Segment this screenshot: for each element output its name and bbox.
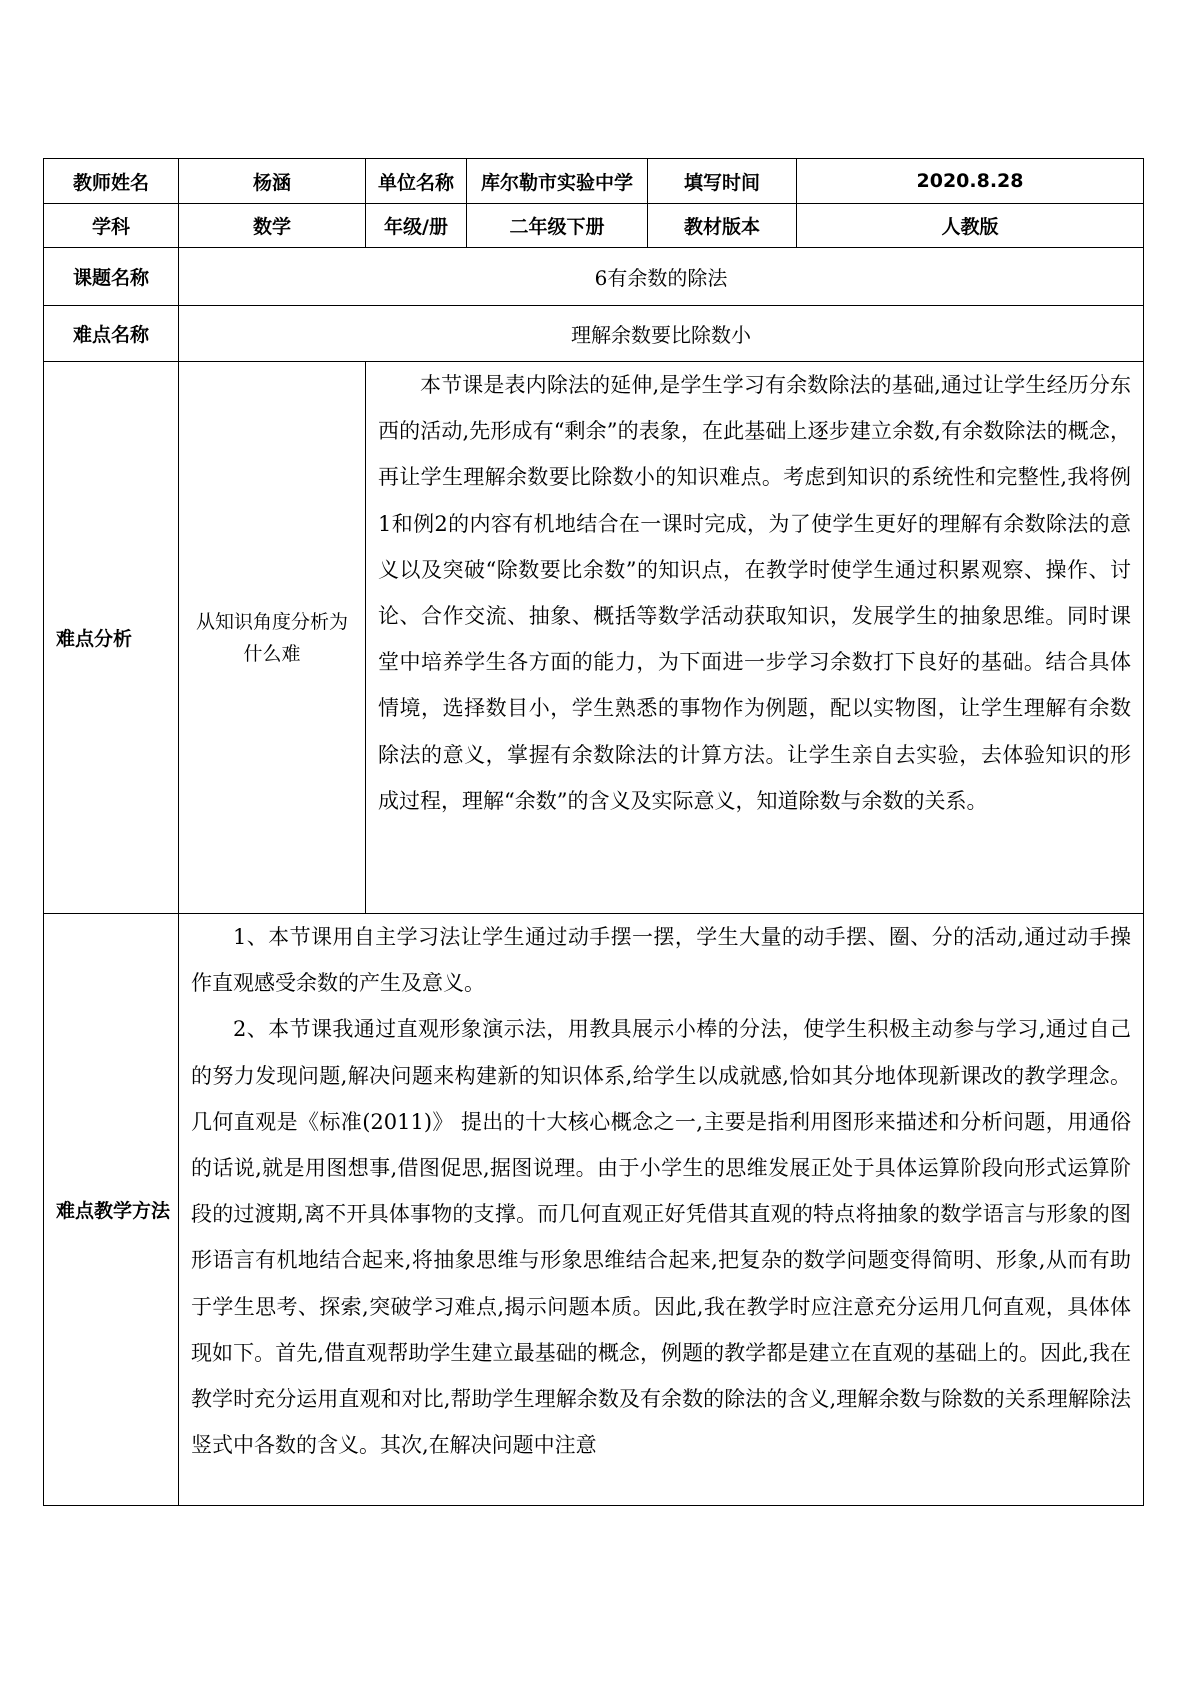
teacher-name-value: 杨涵 bbox=[179, 159, 366, 204]
edition-value: 人教版 bbox=[797, 204, 1144, 248]
row-subject-info bbox=[44, 204, 1144, 248]
unit-name-value: 库尔勒市实验中学 bbox=[467, 159, 648, 204]
row-teacher-info bbox=[44, 159, 1144, 204]
grade-label: 年级/册 bbox=[366, 204, 467, 248]
fill-date-value: 2020.8.28 bbox=[797, 159, 1144, 204]
analysis-text: 本节课是表内除法的延伸,是学生学习有余数除法的基础,通过让学生经历分东西的活动,先形成有“剩余”的表象，在此基础上逐步建立余数,有余数除法的概念，再让学生理解余数要比除数小的知识难点。考虑到知识的系统性和完整性,我将例1和例2的内容有机地结合在一课时完成，为了使学生更好的理解有余数除法的意义以及突破“除数要比余数”的知识点，在教学时使学生通过积累观察、操作、讨论、合作交流、抽象、概括等数学活动获取知识，发展学生的抽象思维。同时课堂中培养学生各方面的能力，为下面进一步学习余数打下良好的基础。结合具体情境，选择数目小，学生熟悉的事物作为例题，配以实物图，让学生理解有余数除法的意义，掌握有余数除法的计算方法。让学生亲自去实验，去体验知识的形成过程，理解“余数”的含义及实际意义，知道除数与余数的关系。 bbox=[378, 373, 1131, 813]
teacher-name-label: 教师姓名 bbox=[44, 159, 179, 204]
edition-label: 教材版本 bbox=[648, 204, 797, 248]
method-label: 难点教学方法 bbox=[44, 914, 179, 1506]
lesson-form-table bbox=[43, 158, 1144, 1506]
row-difficulty bbox=[44, 306, 1144, 362]
method-content-cell bbox=[179, 914, 1144, 1506]
method-paragraph-1: 1、本节课用自主学习法让学生通过动手摆一摆，学生大量的动手摆、圈、分的活动,通过动手操作直观感受余数的产生及意义。 bbox=[191, 925, 1131, 996]
topic-label: 课题名称 bbox=[44, 248, 179, 306]
difficulty-label: 难点名称 bbox=[44, 306, 179, 362]
fill-date-label: 填写时间 bbox=[648, 159, 797, 204]
difficulty-value: 理解余数要比除数小 bbox=[179, 306, 1144, 362]
analysis-sub-label: 从知识角度分析为什么难 bbox=[179, 362, 366, 914]
analysis-label: 难点分析 bbox=[44, 362, 179, 914]
method-paragraph-2: 2、本节课我通过直观形象演示法，用教具展示小棒的分法，使学生积极主动参与学习,通过自己的努力发现问题,解决问题来构建新的知识体系,给学生以成就感,恰如其分地体现新课改的教学理念。几何直观是《标准(2011)》 提出的十大核心概念之一,主要是指利用图形来描述和分析问题，用通俗的话说,就是用图想事,借图促思,据图说理。由于小学生的思维发展正处于具体运算阶段向形式运算阶段的过渡期,离不开具体事物的支撑。而几何直观正好凭借其直观的特点将抽象的数学语言与形象的图形语言有机地结合起来,将抽象思维与形象思维结合起来,把复杂的数学问题变得简明、形象,从而有助于学生思考、探索,突破学习难点,揭示问题本质。因此,我在教学时应注意充分运用几何直观，具体体现如下。首先,借直观帮助学生建立最基础的概念，例题的教学都是建立在直观的基础上的。因此,我在教学时充分运用直观和对比,帮助学生理解余数及有余数的除法的含义,理解余数与除数的关系理解除法竖式中各数的含义。其次,在解决问题中注意 bbox=[191, 1017, 1131, 1458]
topic-value: 6有余数的除法 bbox=[179, 248, 1144, 306]
grade-value: 二年级下册 bbox=[467, 204, 648, 248]
row-method bbox=[44, 914, 1144, 1506]
subject-value: 数学 bbox=[179, 204, 366, 248]
unit-name-label: 单位名称 bbox=[366, 159, 467, 204]
analysis-content-cell bbox=[366, 362, 1144, 914]
subject-label: 学科 bbox=[44, 204, 179, 248]
row-analysis bbox=[44, 362, 1144, 914]
row-topic bbox=[44, 248, 1144, 306]
